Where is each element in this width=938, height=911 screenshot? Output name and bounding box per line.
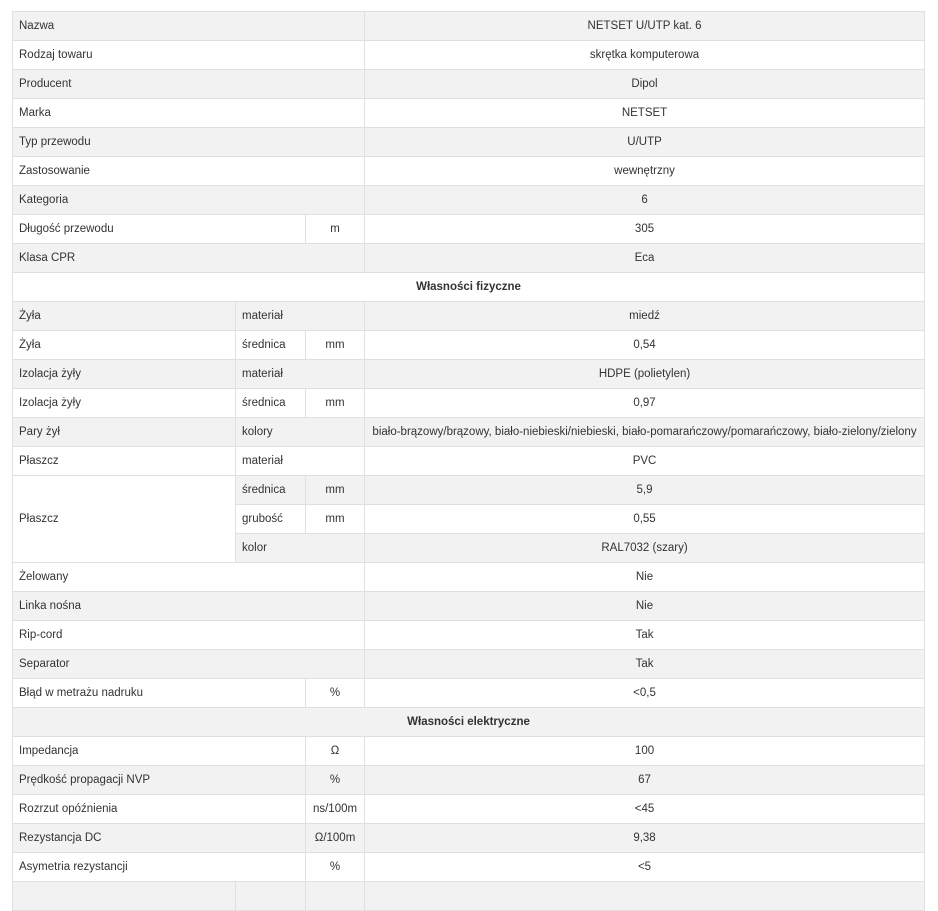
row-value: U/UTP	[365, 128, 925, 157]
row-value: <45	[365, 795, 925, 824]
row-label: Błąd w metrażu nadruku	[13, 679, 306, 708]
row-sublabel: kolor	[236, 534, 365, 563]
row-label: Zastosowanie	[13, 157, 365, 186]
section-header-row	[13, 273, 925, 302]
row-sublabel: materiał	[236, 360, 365, 389]
spec-row	[13, 99, 925, 128]
row-label: Izolacja żyły	[13, 360, 236, 389]
row-value: NETSET U/UTP kat. 6	[365, 12, 925, 41]
row-unit: %	[306, 853, 365, 882]
row-sublabel: średnica	[236, 389, 306, 418]
spec-row	[13, 853, 925, 882]
row-sublabel: kolory	[236, 418, 365, 447]
row-label: Żyła	[13, 331, 236, 360]
row-label: Rezystancja DC	[13, 824, 306, 853]
spec-row	[13, 563, 925, 592]
section-header-electrical: Własności elektryczne	[13, 708, 925, 737]
row-value: Tak	[365, 621, 925, 650]
row-label: Rodzaj towaru	[13, 41, 365, 70]
row-value: 0,54	[365, 331, 925, 360]
spec-row	[13, 215, 925, 244]
row-value: Nie	[365, 592, 925, 621]
row-value: 6	[365, 186, 925, 215]
spec-row	[13, 650, 925, 679]
spec-row	[13, 41, 925, 70]
row-label: Typ przewodu	[13, 128, 365, 157]
row-label	[13, 882, 236, 911]
row-unit	[306, 882, 365, 911]
row-label: Producent	[13, 70, 365, 99]
row-unit: Ω	[306, 737, 365, 766]
spec-row	[13, 679, 925, 708]
row-value: 305	[365, 215, 925, 244]
row-value: biało-brązowy/brązowy, biało-niebieski/niebieski, biało-pomarańczowy/pomarańczowy, biało-zielony/zielony	[365, 418, 925, 447]
row-label: Izolacja żyły	[13, 389, 236, 418]
row-label: Rip-cord	[13, 621, 365, 650]
row-unit: mm	[306, 331, 365, 360]
spec-row	[13, 737, 925, 766]
row-unit: Ω/100m	[306, 824, 365, 853]
row-value: NETSET	[365, 99, 925, 128]
row-value: <0,5	[365, 679, 925, 708]
spec-row	[13, 302, 925, 331]
row-unit: m	[306, 215, 365, 244]
row-sublabel	[236, 882, 306, 911]
row-value: <5	[365, 853, 925, 882]
spec-row	[13, 795, 925, 824]
row-value: RAL7032 (szary)	[365, 534, 925, 563]
spec-row	[13, 157, 925, 186]
row-value: 9,38	[365, 824, 925, 853]
row-label: Żyła	[13, 302, 236, 331]
row-sublabel: materiał	[236, 447, 365, 476]
row-label: Klasa CPR	[13, 244, 365, 273]
row-label: Impedancja	[13, 737, 306, 766]
row-value: Eca	[365, 244, 925, 273]
row-unit: ns/100m	[306, 795, 365, 824]
row-sublabel: średnica	[236, 476, 306, 505]
spec-row	[13, 824, 925, 853]
row-value	[365, 882, 925, 911]
row-label: Pary żył	[13, 418, 236, 447]
row-value: 0,97	[365, 389, 925, 418]
row-label: Marka	[13, 99, 365, 128]
row-value: 0,55	[365, 505, 925, 534]
row-value: Dipol	[365, 70, 925, 99]
spec-row	[13, 70, 925, 99]
spec-row	[13, 12, 925, 41]
row-label: Żelowany	[13, 563, 365, 592]
row-unit: %	[306, 766, 365, 795]
section-header-physical: Własności fizyczne	[13, 273, 925, 302]
spec-row	[13, 476, 925, 505]
row-sublabel: średnica	[236, 331, 306, 360]
row-label: Długość przewodu	[13, 215, 306, 244]
spec-row	[13, 418, 925, 447]
row-label: Separator	[13, 650, 365, 679]
row-unit: mm	[306, 389, 365, 418]
spec-row	[13, 331, 925, 360]
row-label: Linka nośna	[13, 592, 365, 621]
row-value: wewnętrzny	[365, 157, 925, 186]
spec-row	[13, 621, 925, 650]
row-unit: %	[306, 679, 365, 708]
row-label: Asymetria rezystancji	[13, 853, 306, 882]
row-value: HDPE (polietylen)	[365, 360, 925, 389]
row-label: Prędkość propagacji NVP	[13, 766, 306, 795]
spec-row	[13, 389, 925, 418]
spec-row	[13, 592, 925, 621]
spec-row	[13, 447, 925, 476]
row-label: Nazwa	[13, 12, 365, 41]
row-value: 100	[365, 737, 925, 766]
row-value: PVC	[365, 447, 925, 476]
spec-row	[13, 244, 925, 273]
spec-row	[13, 360, 925, 389]
row-sublabel: grubość	[236, 505, 306, 534]
row-value: 67	[365, 766, 925, 795]
row-value: Nie	[365, 563, 925, 592]
row-value: miedź	[365, 302, 925, 331]
row-unit: mm	[306, 505, 365, 534]
spec-row	[13, 766, 925, 795]
row-label: Płaszcz	[13, 476, 236, 563]
spec-row	[13, 128, 925, 157]
spec-row	[13, 882, 925, 911]
row-unit: mm	[306, 476, 365, 505]
row-value: Tak	[365, 650, 925, 679]
spec-row	[13, 186, 925, 215]
row-label: Kategoria	[13, 186, 365, 215]
section-header-row	[13, 708, 925, 737]
row-label: Płaszcz	[13, 447, 236, 476]
row-value: 5,9	[365, 476, 925, 505]
row-label: Rozrzut opóźnienia	[13, 795, 306, 824]
spec-table	[12, 11, 925, 911]
row-sublabel: materiał	[236, 302, 365, 331]
row-value: skrętka komputerowa	[365, 41, 925, 70]
